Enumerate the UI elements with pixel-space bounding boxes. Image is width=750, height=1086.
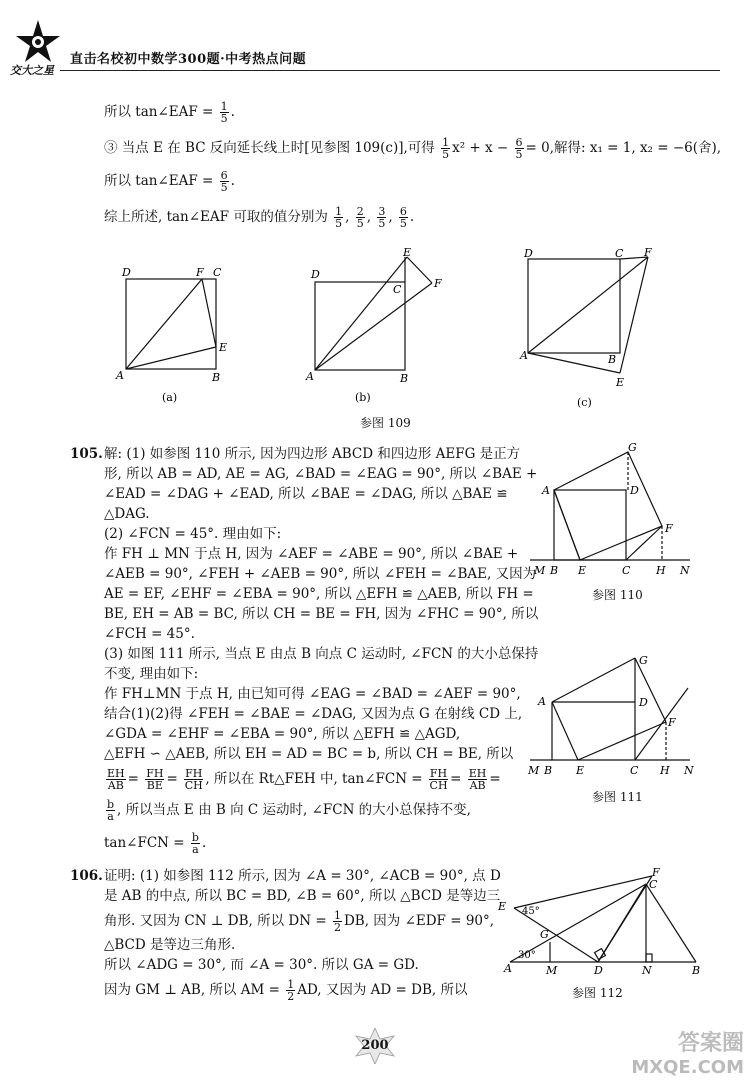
- logo-text: 交大之星: [10, 64, 54, 77]
- label-c: C: [393, 283, 402, 296]
- svg-text:M: M: [528, 764, 540, 777]
- svg-text:B: B: [692, 964, 701, 977]
- subcaption-b: (b): [355, 391, 371, 404]
- text-line: BE, EH = AB = BC, 所以 CH = BE = FH, 因为 ∠FHC = 90°, 所以: [104, 606, 539, 622]
- text-line: AE = EF, ∠EHF = ∠EBA = 90°, 所以 △EFH ≌ △AEB, 所以 FH =: [104, 586, 534, 602]
- label-c: C: [615, 247, 624, 260]
- svg-text:B: B: [550, 564, 559, 577]
- fraction: $\frac{3}{5}$: [378, 205, 386, 230]
- svg-text:H: H: [656, 564, 666, 577]
- fraction: $\frac{1}{2}$: [333, 909, 341, 934]
- text-line: 所以 tan∠EAF = $\frac{1}{5}$ .: [104, 100, 235, 125]
- svg-text:C: C: [630, 764, 639, 777]
- text-line: ∠AEB = 90°, ∠FEH + ∠AEB = 90°, 所以 ∠FEH = ∠BAE, 又因为: [104, 566, 537, 582]
- text-line: $\frac{EH}{AB}$ = $\frac{FH}{BE}$ = $\frac{FH}{CH}$ , 所以在 Rt△FEH 中, tan∠FCN = $\frac{FH}{CH}$ = $\frac{EH}{AB}$ =: [107, 767, 501, 792]
- text-span: 角形. 又因为 CN ⊥ DB, 所以 DN =: [104, 913, 327, 929]
- text-line: [104, 910, 504, 933]
- text-span: = 0,解得: x₁ = 1, x₂ = −6(舍),: [525, 140, 722, 156]
- text-line: △EFH ∽ △AEB, 所以 EH = AD = BC = b, 所以 CH = BE, 所以: [104, 746, 514, 762]
- svg-text:C: C: [649, 878, 658, 891]
- label-e: E: [219, 341, 228, 354]
- svg-text:A: A: [538, 695, 546, 708]
- svg-text:N: N: [642, 964, 652, 977]
- publisher-logo: [10, 18, 66, 78]
- svg-text:E: E: [576, 764, 585, 777]
- label-a: A: [520, 349, 528, 362]
- watermark-line: MXQE.COM: [631, 1057, 744, 1078]
- figure-110-caption: 参图 110: [592, 588, 643, 602]
- fraction: $\frac{EH}{AB}$: [107, 767, 125, 792]
- figure-112: [496, 864, 706, 979]
- text-line: 结合(1)(2)得 ∠FEH = ∠BAE = ∠DAG, 又因为点 G 在射线 CD 上,: [104, 706, 523, 722]
- svg-text:D: D: [630, 484, 639, 497]
- figure-109c: [528, 257, 648, 373]
- label-c: C: [213, 266, 222, 279]
- label-b: B: [400, 372, 409, 385]
- label-a: A: [116, 369, 124, 382]
- svg-text:N: N: [684, 764, 694, 777]
- text-span: 所以 tan∠EAF =: [104, 173, 214, 189]
- text-span: tan∠FCN =: [104, 835, 185, 851]
- problem-105-text: [104, 444, 539, 856]
- subcaption-c: (c): [577, 396, 592, 409]
- text-line: tan∠FCN = $\frac{b}{a}$ .: [104, 831, 207, 856]
- text-span: , 所以在 Rt△FEH 中, tan∠FCN =: [205, 771, 423, 787]
- text-span: x² + x −: [452, 140, 509, 156]
- svg-text:F: F: [652, 866, 660, 879]
- fraction: $\frac{6}{5}$: [515, 136, 523, 161]
- svg-text:N: N: [680, 564, 690, 577]
- figure-109a: [126, 279, 216, 369]
- page-number: 200: [361, 1038, 389, 1053]
- watermark-line: 答案圈: [677, 1031, 744, 1056]
- angle-label: 45°: [522, 906, 540, 917]
- label-e: E: [403, 246, 412, 259]
- figure-109: [110, 245, 670, 415]
- svg-text:A: A: [504, 962, 512, 975]
- text-span: ③ 当点 E 在 BC 反向延长线上时[见参图 109(c)],可得: [104, 140, 435, 156]
- label-d: D: [122, 266, 131, 279]
- text-line: 证明: (1) 如参图 112 所示, 因为 ∠A = 30°, ∠ACB = 90°, 点 D: [104, 868, 501, 884]
- text-line: [104, 799, 514, 822]
- svg-text:M: M: [534, 564, 546, 577]
- text-line: 解: (1) 如参图 110 所示, 因为四边形 ABCD 和四边形 AEFG 是正方: [104, 446, 521, 462]
- fraction: $\frac{b}{a}$: [191, 831, 199, 856]
- figure-109b: [315, 257, 432, 370]
- header-rule: [60, 70, 720, 71]
- angle-label: 30°: [518, 950, 536, 961]
- text-line: (2) ∠FCN = 45°. 理由如下:: [104, 526, 282, 542]
- figure-112-caption: 参图 112: [572, 986, 623, 1000]
- text-line: 是 AB 的中点, 所以 BC = BD, ∠B = 60°, 所以 △BCD 是等边三: [104, 888, 501, 904]
- svg-text:D: D: [639, 696, 648, 709]
- subcaption-a: (a): [162, 391, 178, 404]
- fraction: $\frac{FH}{CH}$: [184, 767, 203, 792]
- text-line: 形, 所以 AB = AD, AE = AG, ∠BAD = ∠EAG = 90°, 所以 ∠BAE +: [104, 466, 538, 482]
- label-f: F: [644, 246, 652, 259]
- fraction: $\frac{6}{5}$: [399, 205, 407, 230]
- svg-text:E: E: [498, 900, 507, 913]
- fraction: $\frac{FH}{BE}$: [146, 767, 164, 792]
- svg-text:B: B: [544, 764, 553, 777]
- fraction: $\frac{EH}{AB}$: [468, 767, 487, 792]
- svg-text:H: H: [660, 764, 670, 777]
- text-line: ∠EAD = ∠DAG + ∠EAD, 所以 ∠BAE = ∠DAG, 所以 △BAE ≌: [104, 486, 508, 502]
- svg-text:G: G: [540, 928, 549, 941]
- fraction: $\frac{1}{5}$: [335, 205, 343, 230]
- page-number-badge: [350, 1028, 400, 1064]
- text-line: △BCD 是等边三角形.: [104, 937, 236, 953]
- label-f: F: [434, 277, 442, 290]
- fraction: $\frac{b}{a}$: [107, 798, 115, 823]
- text-line: △DAG.: [104, 506, 150, 522]
- svg-text:A: A: [542, 484, 550, 497]
- svg-text:E: E: [578, 564, 587, 577]
- fraction: $\frac{1}{2}$: [287, 978, 295, 1003]
- label-d: D: [311, 268, 320, 281]
- figure-111-caption: 参图 111: [592, 790, 643, 804]
- fraction: $\frac{FH}{CH}$: [429, 767, 448, 792]
- text-line: [104, 137, 721, 160]
- text-line: ∠FCH = 45°.: [104, 626, 195, 642]
- svg-text:G: G: [628, 442, 637, 454]
- label-e: E: [616, 376, 625, 389]
- text-line: (3) 如图 111 所示, 当点 E 由点 B 向点 C 运动时, ∠FCN 的大小总保持: [104, 646, 539, 662]
- svg-text:G: G: [639, 654, 648, 667]
- figure-109-caption: 参图 109: [360, 416, 411, 430]
- text-span: , 所以当点 E 由 B 向 C 运动时, ∠FCN 的大小总保持不变,: [117, 802, 471, 818]
- text-span: 所以 tan∠EAF =: [104, 104, 214, 120]
- svg-text:F: F: [665, 522, 673, 535]
- problem-number: 106.: [70, 868, 103, 884]
- fraction: $\frac{2}{5}$: [356, 205, 364, 230]
- label-d: D: [524, 247, 533, 260]
- text-line: 作 FH ⊥ MN 于点 H, 因为 ∠AEF = ∠ABE = 90°, 所以 ∠BAE +: [104, 546, 519, 562]
- text-line: ∠GDA = ∠EHF = ∠EBA = 90°, 所以 △EFH ≌ △AGD,: [104, 726, 461, 742]
- text-line: 所以 tan∠EAF = $\frac{6}{5}$ .: [104, 169, 235, 194]
- figure-110: [520, 442, 700, 592]
- svg-text:F: F: [668, 716, 676, 729]
- text-span: 因为 GM ⊥ AB, 所以 AM =: [104, 982, 280, 998]
- svg-text:M: M: [546, 964, 558, 977]
- problem-number: 105.: [70, 446, 103, 462]
- figure-111: [520, 650, 700, 785]
- text-line: 所以 ∠ADG = 30°, 而 ∠A = 30°. 所以 GA = GD.: [104, 957, 419, 973]
- svg-text:C: C: [622, 564, 631, 577]
- text-span: AD, 又因为 AD = DB, 所以: [297, 982, 468, 998]
- label-b: B: [212, 371, 221, 384]
- svg-text:D: D: [594, 964, 603, 977]
- fraction: $\frac{6}{5}$: [220, 169, 228, 194]
- text-line: 综上所述, tan∠EAF 可取的值分别为 $\frac{1}{5}$ , $\frac{2}{5}$ , $\frac{3}{5}$ , $\frac{6}{5}$ .: [104, 205, 415, 230]
- text-line: 不变, 理由如下:: [104, 666, 199, 682]
- text-line: 作 FH⊥MN 于点 H, 由已知可得 ∠EAG = ∠BAD = ∠AEF = 90°,: [104, 686, 521, 702]
- text-span: 综上所述, tan∠EAF 可取的值分别为: [104, 209, 328, 225]
- watermark: [631, 1032, 744, 1080]
- label-f: F: [196, 266, 204, 279]
- label-a: A: [306, 370, 314, 383]
- text-line: [104, 979, 504, 1002]
- fraction: $\frac{1}{5}$: [442, 136, 450, 161]
- label-b: B: [608, 353, 617, 366]
- book-title: 直击名校初中数学300题·中考热点问题: [70, 52, 307, 67]
- fraction: $\frac{1}{5}$: [220, 100, 228, 125]
- problem-106-text: [104, 866, 507, 1003]
- text-span: DB, 因为 ∠EDF = 90°,: [343, 913, 495, 929]
